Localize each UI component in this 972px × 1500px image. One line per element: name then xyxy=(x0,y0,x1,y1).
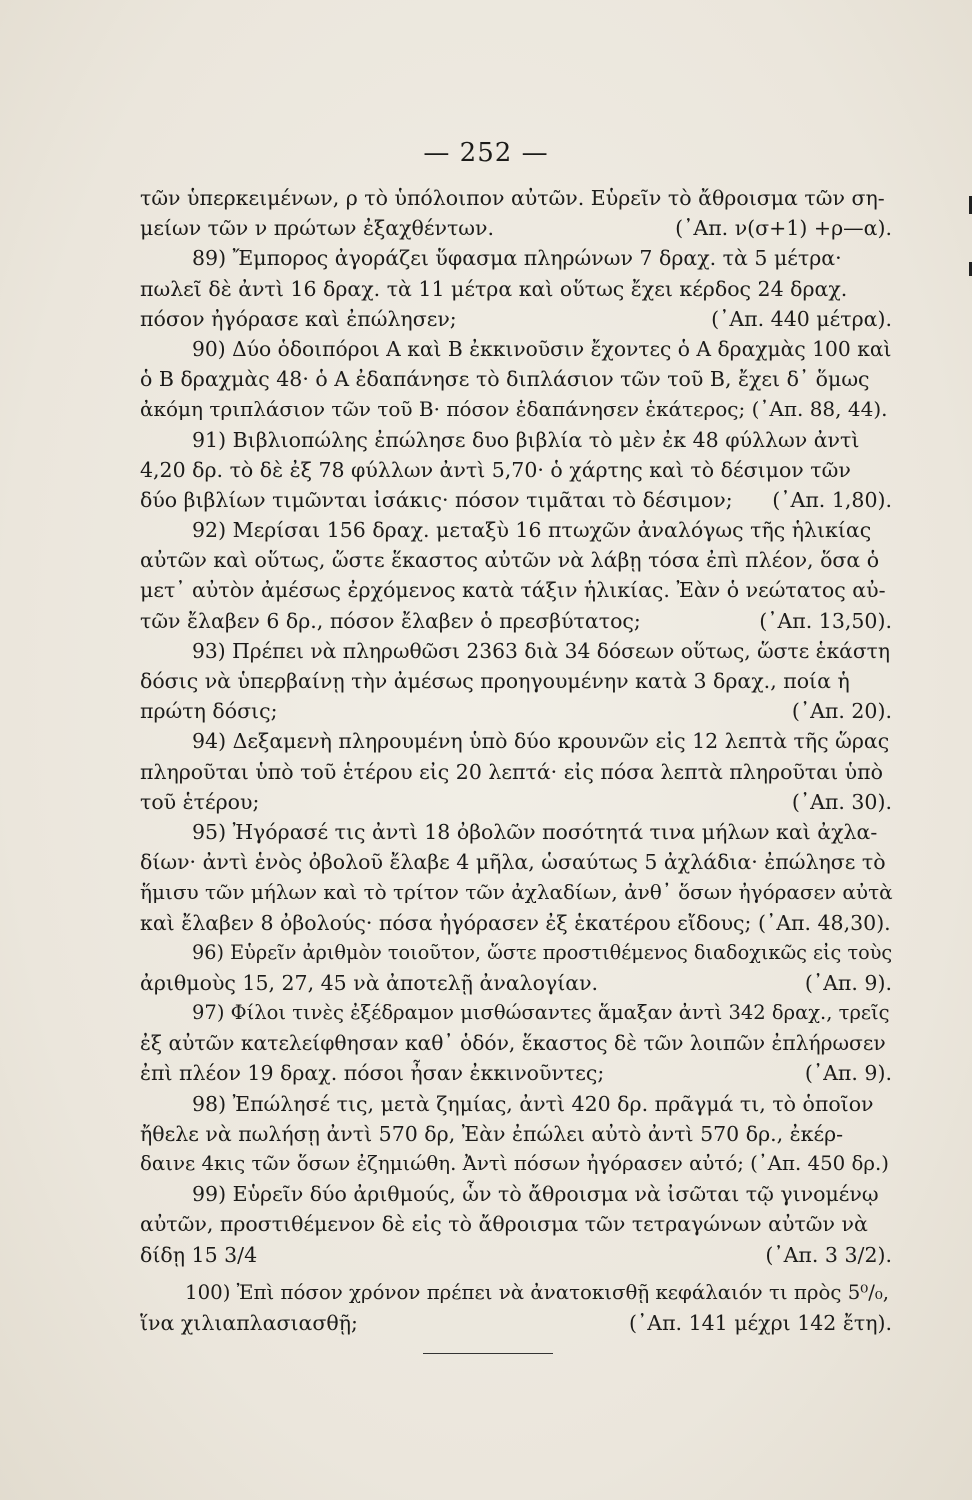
line-text: δίων· ἀντὶ ἑνὸς ὀβολοῦ ἔλαβε 4 μῆλα, ὡσαύτως 5 ἀχλάδια· ἐπώλησε τὸ xyxy=(140,850,886,875)
line-text: μετ᾿ αὐτὸν ἀμέσως ἐρχόμενος κατὰ τάξιν ἡλικίας. Ἐὰν ὁ νεώτατος αὐ- xyxy=(140,578,886,603)
line-text: 97) Φίλοι τινὲς ἐξέδραμον μισθώσαντες ἅμαξαν ἀντὶ 342 δραχ., τρεῖς xyxy=(192,1001,890,1025)
line-text: καὶ ἔλαβεν 8 ὀβολούς· πόσα ἠγόρασεν ἐξ ἑκατέρου εἴδους; (᾿Απ. 48,30). xyxy=(140,910,891,935)
page-text xyxy=(140,183,892,1338)
line-text: ἐπὶ πλέον 19 δραχ. πόσοι ἦσαν ἐκκινοῦντες; xyxy=(140,1061,605,1086)
text-line xyxy=(140,213,892,243)
line-text: 100) Ἐπὶ πόσον χρόνον πρέπει νὰ ἀνατοκισθῇ κεφάλαιόν τι πρὸς 5⁰/₀, xyxy=(185,1280,890,1304)
answer-text: (᾿Απ. 20). xyxy=(791,699,892,724)
line-text: ἀκόμη τριπλάσιον τῶν τοῦ Β· πόσον ἐδαπάνησεν ἑκάτερος; (᾿Απ. 88, 44). xyxy=(140,397,888,422)
text-line xyxy=(140,968,892,998)
line-text: 94) Δεξαμενὴ πληρουμένη ὑπὸ δύο κρουνῶν εἰς 12 λεπτὰ τῆς ὥρας xyxy=(192,729,890,754)
text-line xyxy=(140,938,892,968)
text-line xyxy=(140,455,892,485)
line-text: αὐτῶν, προστιθέμενον δὲ εἰς τὸ ἄθροισμα τῶν τετραγώνων αὐτῶν νὰ xyxy=(140,1212,868,1237)
text-line xyxy=(140,666,892,696)
answer-text: (᾿Απ. 13,50). xyxy=(759,608,892,633)
line-text: μείων τῶν ν πρώτων ἐξαχθέντων. xyxy=(140,216,494,241)
text-line xyxy=(140,606,892,636)
line-text: πόσον ἠγόρασε καὶ ἐπώλησεν; xyxy=(140,306,457,331)
line-text: πωλεῖ δὲ ἀντὶ 16 δραχ. τὰ 11 μέτρα καὶ οὕτως ἔχει κέρδος 24 δραχ. xyxy=(140,276,848,301)
line-text: 93) Πρέπει νὰ πληρωθῶσι 2363 διὰ 34 δόσεων οὕτως, ὥστε ἑκάστη xyxy=(192,638,890,663)
line-text: πληροῦται ὑπὸ τοῦ ἑτέρου εἰς 20 λεπτά· εἰς πόσα λεπτὰ πληροῦται ὑπὸ xyxy=(140,759,883,784)
answer-text: (᾿Απ. ν(σ+1) +ρ—α). xyxy=(675,216,892,241)
line-text: 95) Ἠγόρασέ τις ἀντὶ 18 ὀβολῶν ποσότητά τινα μήλων καὶ ἀχλα- xyxy=(192,819,878,844)
line-text: 98) Ἐπώλησέ τις, μετὰ ζημίας, ἀντὶ 420 δρ. πρᾶγμά τι, τὸ ὁποῖον xyxy=(192,1091,874,1116)
text-line xyxy=(140,1308,892,1338)
line-text: δαινε 4κις τῶν ὅσων ἐζημιώθη. Ἀντὶ πόσων ἠγόρασεν αὐτό; (᾿Απ. 450 δρ.) xyxy=(140,1152,890,1175)
line-text: ὁ Β δραχμὰς 48· ὁ Α ἐδαπάνησε τὸ διπλάσιον τῶν τοῦ Β, ἔχει δ᾿ ὅμως xyxy=(140,367,870,392)
text-line xyxy=(140,847,892,877)
text-line xyxy=(140,515,892,545)
text-line xyxy=(140,636,892,666)
line-text: τῶν ὑπερκειμένων, ρ τὸ ὑπόλοιπον αὐτῶν. Εὑρεῖν τὸ ἄθροισμα τῶν ση- xyxy=(140,186,885,210)
line-text: 89) Ἔμπορος ἀγοράζει ὕφασμα πληρώνων 7 δραχ. τὰ 5 μέτρα· xyxy=(192,246,842,271)
text-line xyxy=(140,1278,892,1308)
line-text: ἀριθμοὺς 15, 27, 45 νὰ ἀποτελῇ ἀναλογίαν. xyxy=(140,970,599,995)
text-line xyxy=(140,1119,892,1149)
text-line xyxy=(140,334,892,364)
line-text: ἐξ αὐτῶν κατελείφθησαν καθ᾿ ὁδόν, ἕκαστος δὲ τῶν λοιπῶν ἐπλήρωσεν xyxy=(140,1031,886,1056)
text-line xyxy=(140,394,892,424)
answer-text: (᾿Απ. 9). xyxy=(804,1061,892,1086)
text-line xyxy=(140,757,892,787)
line-text: τοῦ ἑτέρου; xyxy=(140,789,260,814)
line-text: 92) Μερίσαι 156 δραχ. μεταξὺ 16 πτωχῶν ἀναλόγως τῆς ἡλικίας xyxy=(192,518,872,543)
line-text: ἤθελε νὰ πωλήσῃ ἀντὶ 570 δρ, Ἐὰν ἐπώλει αὐτὸ ἀντὶ 570 δρ., ἐκέρ- xyxy=(140,1121,844,1146)
page-number: — 252 — xyxy=(423,138,549,168)
line-text: τῶν ἔλαβεν 6 δρ., πόσον ἔλαβεν ὁ πρεσβύτατος; xyxy=(140,608,641,633)
text-line xyxy=(140,998,892,1028)
text-line xyxy=(140,364,892,394)
text-line xyxy=(140,425,892,455)
line-text: 99) Εὑρεῖν δύο ἀριθμούς, ὧν τὸ ἄθροισμα νὰ ἰσῶται τῷ γινομένῳ xyxy=(192,1182,879,1207)
answer-text: (᾿Απ. 440 μέτρα). xyxy=(711,306,892,331)
line-text: πρώτη δόσις; xyxy=(140,699,278,724)
text-line xyxy=(140,1058,892,1088)
answer-text: (᾿Απ. 1,80). xyxy=(772,487,892,512)
text-line xyxy=(140,1179,892,1209)
line-text: δίδῃ 15 3/4 xyxy=(140,1242,258,1267)
text-line xyxy=(140,908,892,938)
answer-text: (᾿Απ. 30). xyxy=(791,789,892,814)
text-line xyxy=(140,1089,892,1119)
answer-text: (᾿Απ. 141 μέχρι 142 ἔτη). xyxy=(629,1310,892,1335)
line-text: ἥμισυ τῶν μήλων καὶ τὸ τρίτον τῶν ἀχλαδίων, ἀνθ᾿ ὅσων ἠγόρασεν αὐτὰ xyxy=(140,880,893,905)
line-text: ἵνα χιλιαπλασιασθῇ; xyxy=(140,1310,358,1335)
text-line xyxy=(140,545,892,575)
line-text: 90) Δύο ὁδοιπόροι Α καὶ Β ἐκκινοῦσιν ἔχοντες ὁ Α δραχμὰς 100 καὶ xyxy=(192,336,892,361)
line-text: δύο βιβλίων τιμῶνται ἰσάκις· πόσον τιμᾶται τὸ δέσιμον; xyxy=(140,487,733,512)
text-line xyxy=(140,1209,892,1239)
line-text: αὐτῶν καὶ οὕτως, ὥστε ἕκαστος αὐτῶν νὰ λάβῃ τόσα ἐπὶ πλέον, ὅσα ὁ xyxy=(140,548,880,573)
line-text: 4,20 δρ. τὸ δὲ ἐξ 78 φύλλων ἀντὶ 5,70· ὁ χάρτης καὶ τὸ δέσιμον τῶν xyxy=(140,457,851,482)
text-line xyxy=(140,817,892,847)
text-line xyxy=(140,1240,892,1278)
text-line xyxy=(140,696,892,726)
line-text: 91) Βιβλιοπώλης ἐπώλησε δυο βιβλία τὸ μὲν ἐκ 48 φύλλων ἀντὶ xyxy=(192,427,860,452)
text-line xyxy=(140,485,892,515)
text-line xyxy=(140,787,892,817)
answer-text: (᾿Απ. 9). xyxy=(804,970,892,995)
line-text: 96) Εὑρεῖν ἀριθμὸν τοιοῦτον, ὥστε προστιθέμενος διαδοχικῶς εἰς τοὺς xyxy=(192,940,893,964)
closing-rule xyxy=(423,1353,553,1354)
text-line xyxy=(140,243,892,273)
text-line xyxy=(140,726,892,756)
text-line xyxy=(140,1028,892,1058)
text-line xyxy=(140,304,892,334)
line-text: δόσις νὰ ὑπερβαίνῃ τὴν ἀμέσως προηγουμένην κατὰ 3 δραχ., ποία ἡ xyxy=(140,669,850,693)
answer-text: (᾿Απ. 3 3/2). xyxy=(765,1242,892,1267)
text-line xyxy=(140,575,892,605)
text-line xyxy=(140,183,892,213)
text-line xyxy=(140,877,892,907)
text-line xyxy=(140,274,892,304)
text-line xyxy=(140,1149,892,1179)
